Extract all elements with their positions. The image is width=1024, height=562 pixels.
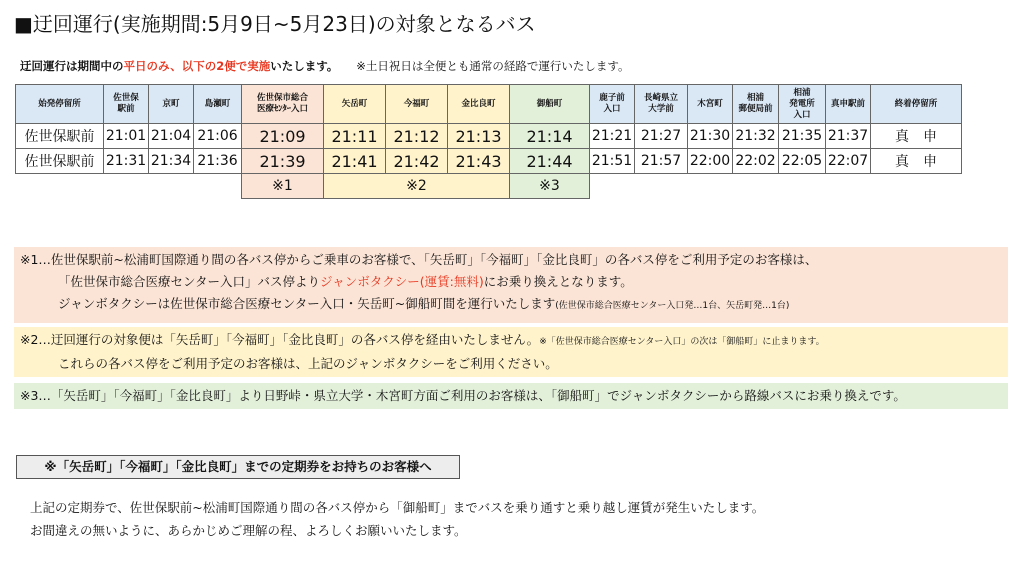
intro-text	[20, 58, 630, 74]
intro-part-1: 迂回運行は期間中の	[20, 59, 124, 73]
departure-time: 21:31	[104, 149, 149, 174]
departure-time: 21:09	[242, 124, 324, 149]
note-1-line-2	[20, 271, 1008, 293]
column-header-line: 御船町	[536, 98, 563, 109]
column-header	[590, 85, 635, 124]
column-header-line: 島瀬町	[204, 98, 231, 109]
note-1-line-3b: (佐世保市総合医療センター入口発…1台、矢岳町発…1台)	[555, 301, 790, 311]
jumbo-taxi-highlight: ジャンボタクシー(運賃:無料)	[320, 274, 484, 289]
commuter-pass-heading: ※「矢岳町」「今福町」「金比良町」までの定期券をお持ちのお客様へ	[16, 455, 460, 479]
departure-time: 21:30	[688, 124, 733, 149]
column-header-line: 駅前	[117, 104, 135, 114]
footer-line-2: お間違えの無いように、あらかじめご理解の程、よろしくお願いいたします。	[30, 523, 467, 538]
note-1-line-1: ※1…佐世保駅前~松浦町国際通り間の各バス停からご乗車のお客様で、「矢岳町」「今福町」「金比良町」の各バス停をご利用予定のお客様は、	[20, 252, 818, 267]
note-3	[14, 383, 1008, 409]
column-header-line: 金比良町	[461, 98, 496, 109]
departure-time: 21:37	[826, 124, 871, 149]
column-header-line: 長崎県立	[643, 93, 678, 103]
intro-weekend-note: ※土日祝日は全便とも通常の経路で運行いたします。	[356, 59, 630, 73]
column-header	[733, 85, 779, 124]
departure-time: 21:41	[324, 149, 386, 174]
departure-time: 21:51	[590, 149, 635, 174]
destination-stop: 真 申	[871, 124, 962, 149]
mark-2: ※2	[324, 174, 510, 199]
timetable-header-row	[16, 85, 962, 124]
table-row	[16, 149, 962, 174]
departure-time: 21:21	[590, 124, 635, 149]
column-header	[510, 85, 590, 124]
departure-time: 21:36	[194, 149, 242, 174]
column-header-line: 入口	[793, 109, 811, 120]
note-1-line-3	[20, 293, 1008, 317]
note-2	[14, 327, 1008, 377]
departure-time: 22:00	[688, 149, 733, 174]
column-header	[635, 85, 688, 124]
column-header	[826, 85, 871, 124]
departure-time: 21:06	[194, 124, 242, 149]
column-header-line: 木宮町	[697, 98, 723, 109]
departure-time: 21:39	[242, 149, 324, 174]
column-header-line: 矢岳町	[341, 98, 368, 109]
departure-time: 22:05	[779, 149, 826, 174]
departure-time: 21:34	[149, 149, 194, 174]
departure-time: 21:44	[510, 149, 590, 174]
column-header	[688, 85, 733, 124]
column-header	[16, 85, 104, 124]
column-header-line: 入口	[603, 104, 621, 114]
note-1	[14, 247, 1008, 323]
departure-time: 21:11	[324, 124, 386, 149]
column-header	[324, 85, 386, 124]
note-2-line-2: これらの各バス停をご利用予定のお客様は、上記のジャンボタクシーをご利用ください。	[58, 356, 558, 371]
column-header	[871, 85, 962, 124]
timetable	[15, 84, 962, 199]
column-header	[104, 85, 149, 124]
departure-time: 21:12	[386, 124, 448, 149]
column-header-line: 佐世保市総合	[256, 93, 308, 103]
departure-time: 22:07	[826, 149, 871, 174]
intro-highlight: 平日のみ、以下の2便で実施	[123, 59, 271, 73]
column-header	[448, 85, 510, 124]
departure-time: 21:32	[733, 124, 779, 149]
note-2-line-1	[20, 329, 1008, 353]
departure-time: 21:57	[635, 149, 688, 174]
origin-stop: 佐世保駅前	[16, 124, 104, 149]
departure-time: 21:42	[386, 149, 448, 174]
mark-3: ※3	[510, 174, 590, 199]
departure-time: 21:43	[448, 149, 510, 174]
departure-time: 21:14	[510, 124, 590, 149]
column-header-line: 佐世保	[113, 93, 139, 103]
departure-time: 21:13	[448, 124, 510, 149]
departure-time: 22:02	[733, 149, 779, 174]
table-row	[16, 124, 962, 149]
departure-time: 21:04	[149, 124, 194, 149]
origin-stop: 佐世保駅前	[16, 149, 104, 174]
departure-time: 21:27	[635, 124, 688, 149]
destination-stop: 真 申	[871, 149, 962, 174]
column-header	[242, 85, 324, 124]
column-header	[779, 85, 826, 124]
note-1-line-2a: 「佐世保市総合医療センター入口」バス停より	[58, 274, 321, 289]
column-header-line: 真申駅前	[830, 98, 865, 109]
column-header	[194, 85, 242, 124]
column-header	[149, 85, 194, 124]
footer-line-1: 上記の定期券で、佐世保駅前~松浦町国際通り間の各バス停から「御船町」までバスを乗り通すと乗り越し運賃が発生いたします。	[30, 500, 765, 515]
column-header-line: 京町	[162, 98, 180, 109]
column-header-line: 医療ｾﾝﾀｰ入口	[256, 104, 308, 114]
column-header	[386, 85, 448, 124]
column-header-line: 始発停留所	[38, 98, 81, 109]
column-header-line: 終着停留所	[894, 98, 938, 109]
column-header-line: 大学前	[648, 104, 674, 114]
intro-part-3: いたします。	[270, 59, 339, 73]
column-header-line: 今福町	[403, 98, 430, 109]
column-header-line: 発電所	[789, 98, 815, 109]
note-2-line-1a: ※2…迂回運行の対象便は「矢岳町」「今福町」「金比良町」の各バス停を経由いたしません。	[20, 332, 540, 347]
page-title: ■迂回運行(実施期間:5月9日~5月23日)の対象となるバス	[14, 12, 536, 36]
departure-time: 21:01	[104, 124, 149, 149]
note-3-line-1: ※3…「矢岳町」「今福町」「金比良町」より日野峠・県立大学・木宮町方面ご利用のお客様は、「御船町」でジャンボタクシーから路線バスにお乗り換えです。	[20, 388, 906, 403]
departure-time: 21:35	[779, 124, 826, 149]
note-1-line-3a: ジャンボタクシーは佐世保市総合医療センター入口・矢岳町~御船町間を運行いたします	[58, 296, 556, 311]
column-header-line: 相浦	[793, 87, 811, 98]
note-2-line-1b: ※「佐世保市総合医療センター入口」の次は「御船町」に止まります。	[539, 337, 825, 347]
footer-text	[30, 496, 764, 542]
column-header-line: 相浦	[746, 93, 764, 103]
mark-1: ※1	[242, 174, 324, 199]
timetable-marks-row	[16, 174, 962, 199]
column-header-line: 鹿子前	[599, 93, 625, 103]
note-1-line-2c: にお乗り換えとなります。	[483, 274, 633, 289]
column-header-line: 郵便局前	[738, 104, 773, 114]
